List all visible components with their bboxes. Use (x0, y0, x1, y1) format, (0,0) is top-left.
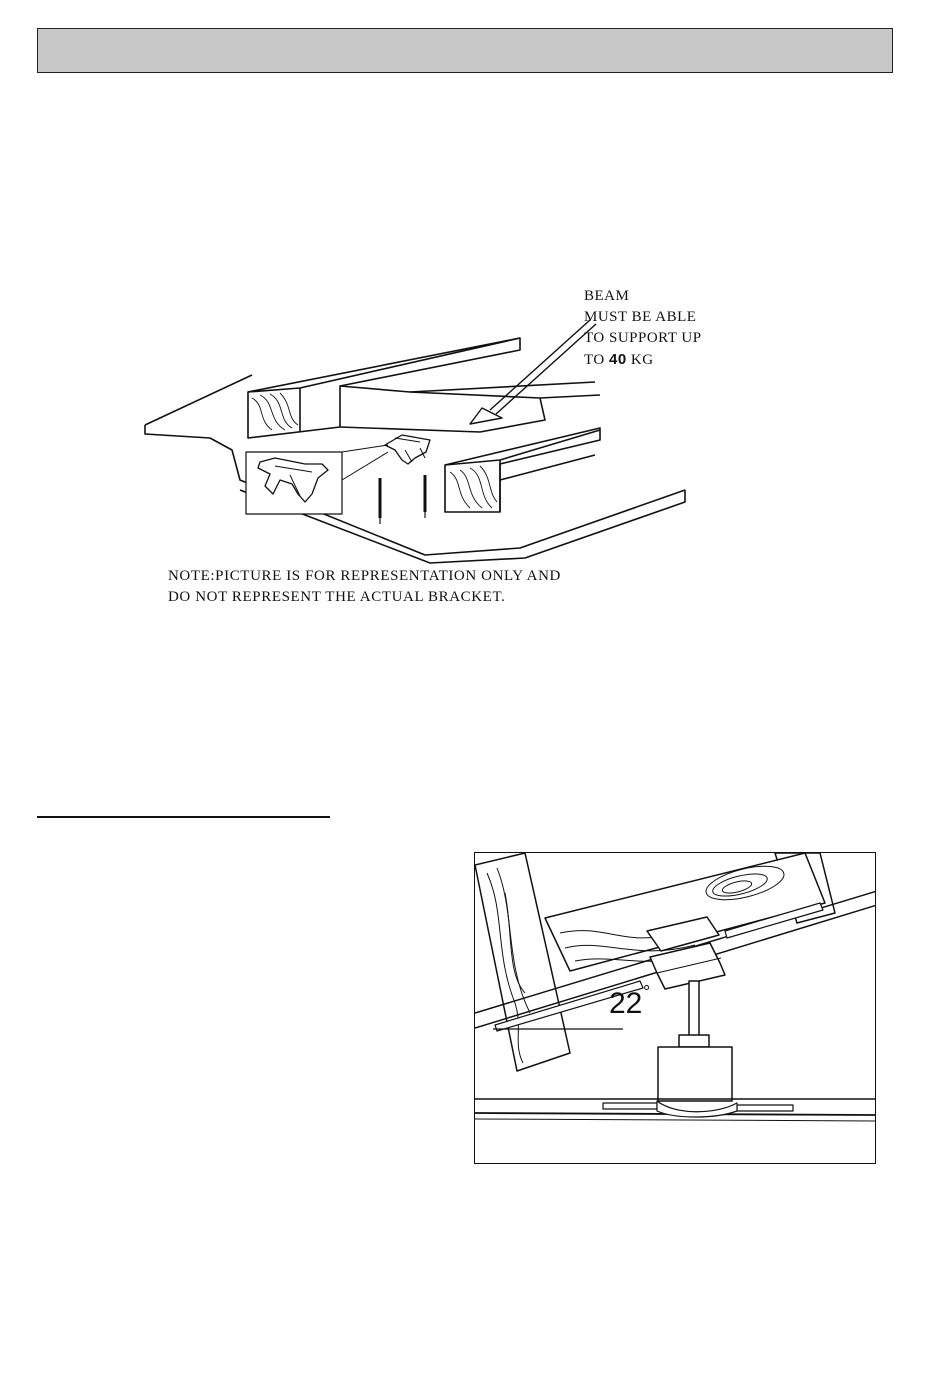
beam-support-label (584, 286, 702, 371)
beam-mounting-diagram (140, 280, 720, 620)
beam-label-to: TO (584, 352, 609, 368)
beam-label-line2: MUST BE ABLE (584, 309, 697, 325)
beam-label-line3: TO SUPPORT UP (584, 330, 702, 346)
sloped-ceiling-drawing (475, 853, 876, 1164)
beam-label-unit: KG (626, 352, 654, 368)
beam-label-line1: BEAM (584, 288, 630, 304)
sloped-ceiling-diagram (474, 852, 876, 1164)
beam-label-weight: 40 (608, 351, 627, 368)
slope-angle-degree: ° (643, 982, 651, 1002)
slope-angle-value: 22 (609, 987, 643, 1020)
section-header-bar (37, 28, 893, 73)
note-line2: DO NOT REPRESENT THE ACTUAL BRACKET. (168, 589, 506, 605)
representation-note (168, 566, 561, 608)
section-heading-rule (37, 816, 330, 818)
note-line1: NOTE:PICTURE IS FOR REPRESENTATION ONLY AND (168, 568, 561, 584)
